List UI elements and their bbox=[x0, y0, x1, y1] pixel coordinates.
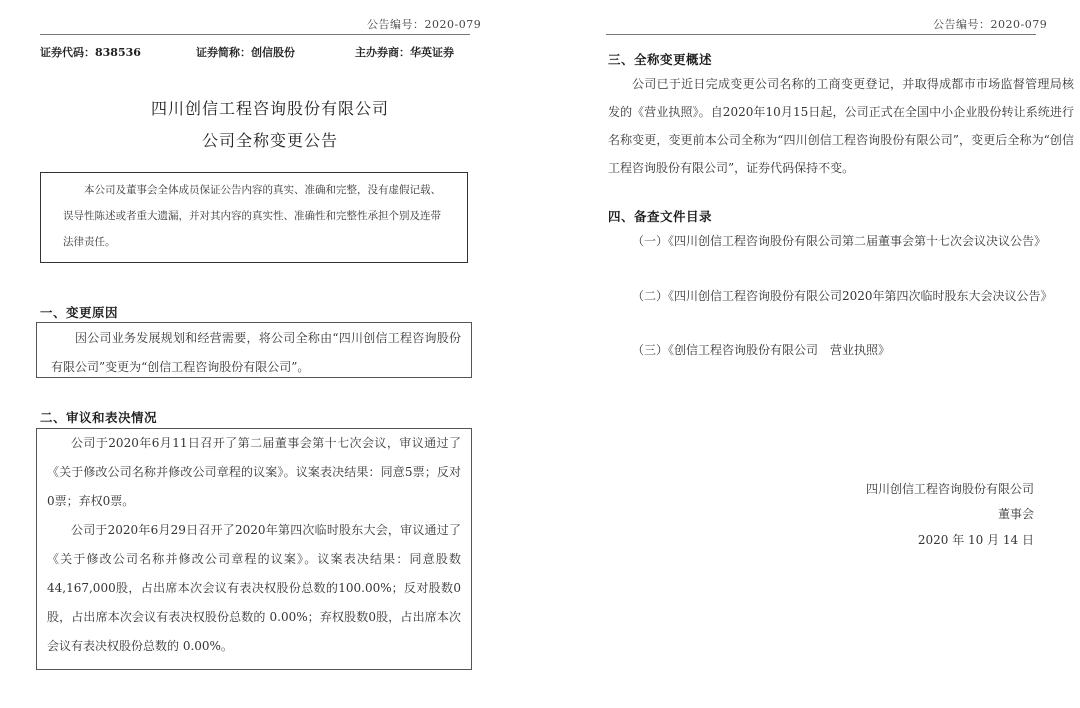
declaration-text: 本公司及董事会全体成员保证公告内容的真实、准确和完整，没有虚假记载、误导性陈述或者重大遗漏，并对其内容的真实性、准确性和完整性承担个别及连带法律责任。 bbox=[63, 184, 441, 248]
company-title: 四川创信工程咨询股份有限公司 bbox=[150, 99, 389, 118]
announcement-number-right: 公告编号：2020-079 bbox=[933, 18, 1048, 31]
right-page bbox=[540, 0, 1080, 708]
reference-doc-1: （一）《四川创信工程咨询股份有限公司第二届董事会第十七次会议决议公告》 bbox=[632, 234, 1047, 248]
lead-broker: 主办券商：华英证券 bbox=[355, 46, 454, 59]
section-2-box bbox=[36, 428, 472, 670]
signature-board: 董事会 bbox=[997, 507, 1034, 521]
announcement-number: 公告编号：2020-079 bbox=[367, 18, 482, 31]
signature-company: 四川创信工程咨询股份有限公司 bbox=[865, 482, 1034, 496]
section-3-text: 公司已于近日完成变更公司名称的工商变更登记，并取得成都市市场监督管理局核发的《营业执照》。自2020年10月15日起，公司正式在全国中小企业股份转让系统进行名称变更，变更前本公司全称为“四川创信工程咨询股份有限公司”，变更后全称为“创信工程咨询股份有限公司”，证券代码保持不变。 bbox=[608, 77, 1074, 175]
security-code: 证券代码：838536 bbox=[40, 46, 141, 59]
section-4-heading: 四、备查文件目录 bbox=[608, 209, 713, 224]
section-2-shareholder-meeting: 公司于2020年6月29日召开了2020年第四次临时股东大会，审议通过了《关于修改公司名称并修改公司章程的议案》。议案表决结果：同意股数44,167,000股，占出席本次会议有表决权股份总数的100.00%；反对股数0股，占出席本次会议有表决权股份总数的 0.00%；弃权股数0股，占出席本次会议有表决权股份总数的 0.00%。 bbox=[47, 523, 461, 653]
declaration-box bbox=[40, 172, 468, 263]
reference-doc-2: （二）《四川创信工程咨询股份有限公司2020年第四次临时股东大会决议公告》 bbox=[632, 289, 1053, 303]
signature-date: 2020 年 10 月 14 日 bbox=[917, 533, 1034, 547]
section-1-box bbox=[36, 322, 472, 378]
section-1-heading: 一、变更原因 bbox=[40, 305, 119, 320]
section-3-heading: 三、全称变更概述 bbox=[608, 52, 713, 67]
header-rule bbox=[40, 34, 470, 35]
section-1-text: 因公司业务发展规划和经营需要，将公司全称由“四川创信工程咨询股份有限公司”变更为“创信工程咨询股份有限公司”。 bbox=[51, 331, 461, 374]
section-2-heading: 二、审议和表决情况 bbox=[40, 410, 158, 425]
security-short-name: 证券简称：创信股份 bbox=[196, 46, 295, 59]
document-title: 公司全称变更公告 bbox=[201, 131, 338, 150]
reference-doc-3: （三）《创信工程咨询股份有限公司 营业执照》 bbox=[632, 343, 891, 357]
section-2-board-meeting: 公司于2020年6月11日召开了第二届董事会第十七次会议，审议通过了《关于修改公司名称并修改公司章程的议案》。议案表决结果：同意5票；反对0票；弃权0票。 bbox=[47, 436, 461, 508]
header-rule-right bbox=[606, 34, 1036, 35]
